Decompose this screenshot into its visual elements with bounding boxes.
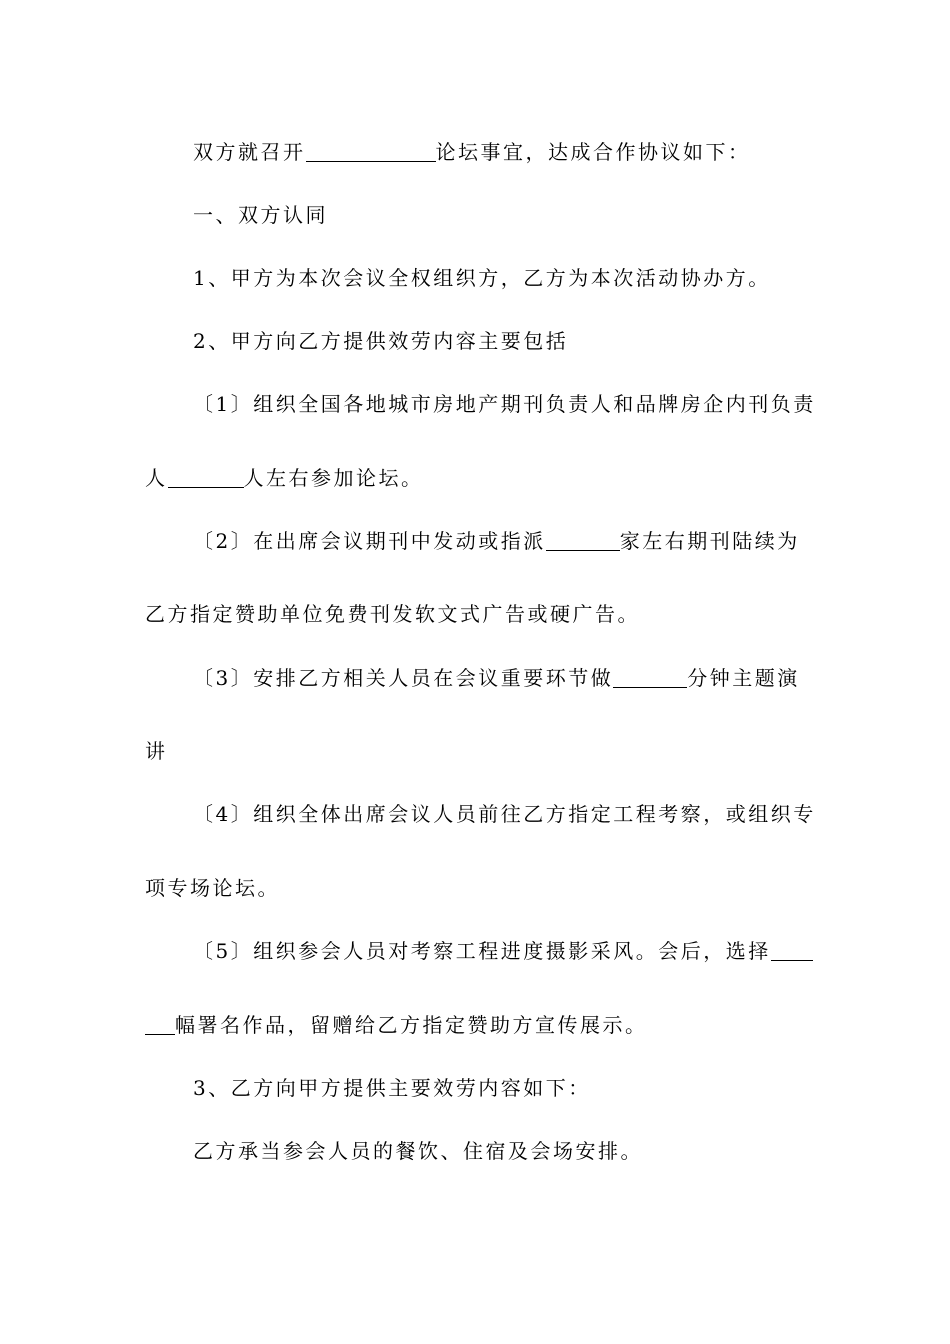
sub-clause-3-line-1 xyxy=(193,664,800,692)
sub-clause-1-line-1: 〔1〕组织全国各地城市房地产期刊负责人和品牌房企内刊负责 xyxy=(193,392,816,416)
intro-text-start: 双方就召开 xyxy=(193,140,306,164)
speech-minutes-blank xyxy=(613,667,687,688)
sub-clause-1-text-start: 人 xyxy=(145,466,168,490)
sub-clause-5-text-end: 幅署名作品，留赠给乙方指定赞助方宣传展示。 xyxy=(175,1013,648,1037)
intro-text-end: 论坛事宜，达成合作协议如下： xyxy=(435,140,751,164)
sub-clause-3-text-end: 分钟主题演 xyxy=(687,666,800,690)
attendee-count-blank xyxy=(168,467,244,488)
sub-clause-2-line-1 xyxy=(193,527,800,555)
works-count-blank-part-1 xyxy=(771,940,813,961)
sub-clause-5-text-start: 〔5〕组织参会人员对考察工程进度摄影采风。会后，选择 xyxy=(193,939,771,963)
journal-count-blank xyxy=(546,530,620,551)
sub-clause-2-line-2: 乙方指定赞助单位免费刊发软文式广告或硬广告。 xyxy=(145,602,640,626)
sub-clause-4-line-1: 〔4〕组织全体出席会议人员前往乙方指定工程考察，或组织专 xyxy=(193,802,816,826)
sub-clause-2-text-end: 家左右期刊陆续为 xyxy=(619,529,800,553)
sub-clause-4-line-2: 项专场论坛。 xyxy=(145,876,280,900)
sub-clause-2-text-start: 〔2〕在出席会议期刊中发动或指派 xyxy=(193,529,546,553)
sub-clause-3-text-start: 〔3〕安排乙方相关人员在会议重要环节做 xyxy=(193,666,614,690)
intro-paragraph xyxy=(193,138,751,166)
clause-2: 2、甲方向乙方提供效劳内容主要包括 xyxy=(193,329,569,353)
clause-3-body: 乙方承当参会人员的餐饮、住宿及会场安排。 xyxy=(193,1139,643,1163)
sub-clause-5-line-1 xyxy=(193,937,813,965)
section-heading-consensus: 一、双方认同 xyxy=(193,203,328,227)
sub-clause-1-text-end: 人左右参加论坛。 xyxy=(243,466,424,490)
forum-name-blank xyxy=(306,141,436,162)
sub-clause-1-line-2 xyxy=(145,464,424,492)
clause-1: 1、甲方为本次会议全权组织方，乙方为本次活动协办方。 xyxy=(193,266,771,290)
sub-clause-5-line-2 xyxy=(145,1011,648,1039)
works-count-blank-part-2 xyxy=(145,1014,175,1035)
sub-clause-3-line-2: 讲 xyxy=(145,739,168,763)
clause-3: 3、乙方向甲方提供主要效劳内容如下： xyxy=(193,1076,591,1100)
